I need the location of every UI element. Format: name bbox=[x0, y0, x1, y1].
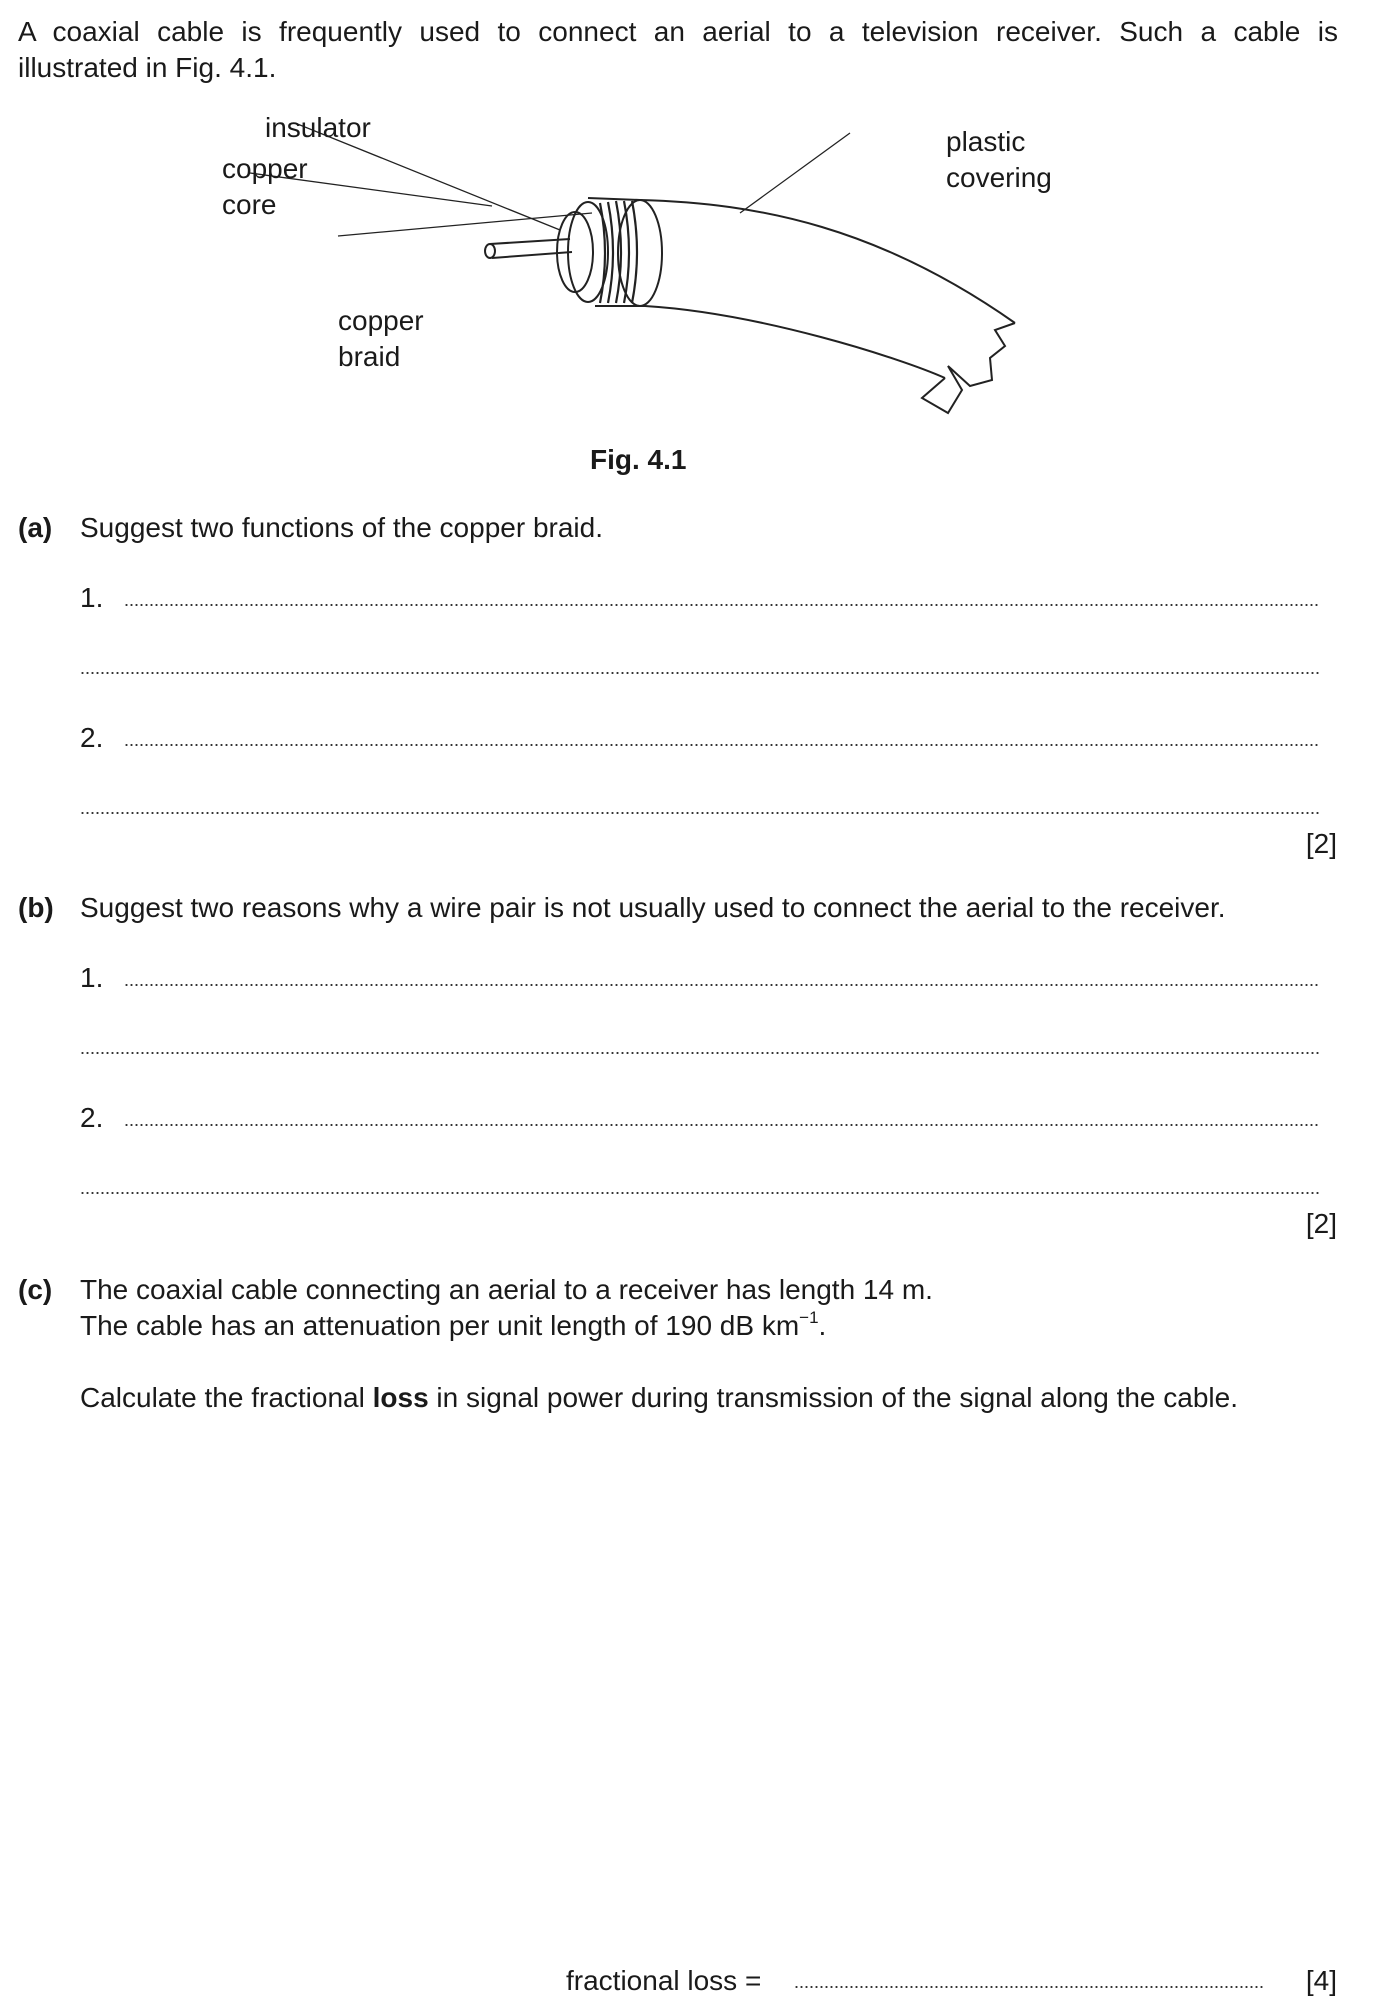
exponent: −1 bbox=[799, 1307, 819, 1327]
label-copper-core-line1: copper bbox=[222, 153, 308, 184]
intro-paragraph bbox=[18, 14, 1338, 86]
label-plastic-covering-line2: covering bbox=[946, 162, 1052, 193]
part-c-instruction: Calculate the fractional loss in signal power during transmission of the signal along the cable. bbox=[80, 1382, 1239, 1413]
part-b-answer-number-2: 2. bbox=[80, 1102, 104, 1133]
part-b-question: Suggest two reasons why a wire pair is not usually used to connect the aerial to the receiver. bbox=[80, 892, 1226, 923]
part-a-answer-line-2b[interactable] bbox=[80, 812, 1320, 814]
fractional-loss-label: fractional loss = bbox=[566, 1965, 762, 1996]
part-b-answer-line-1[interactable] bbox=[124, 984, 1320, 986]
intro-line-1: A coaxial cable is frequently used to connect an aerial to a television receiver. Such a cable is bbox=[18, 16, 1338, 47]
fractional-loss-answer-line[interactable] bbox=[794, 1986, 1264, 1988]
label-copper-braid-line1: copper bbox=[338, 305, 424, 336]
part-a-answer-line-1b[interactable] bbox=[80, 672, 1320, 674]
part-a-answer-line-1[interactable] bbox=[124, 604, 1320, 606]
label-copper-core-line2: core bbox=[222, 189, 277, 220]
part-b-marks: [2] bbox=[1305, 1208, 1337, 1239]
coaxial-cable-figure bbox=[200, 112, 1100, 438]
part-a-question: Suggest two functions of the copper braid. bbox=[80, 512, 603, 543]
part-a-answer-number-2: 2. bbox=[80, 722, 104, 753]
part-c-label: (c) bbox=[18, 1274, 53, 1305]
part-c-line-1: The coaxial cable connecting an aerial to a receiver has length 14 m. bbox=[80, 1274, 933, 1305]
part-c-line-2: The cable has an attenuation per unit length of 190 dB $km^{-1}$. bbox=[80, 1307, 827, 1341]
part-b-answer-line-2[interactable] bbox=[124, 1124, 1320, 1126]
label-copper-braid-line2: braid bbox=[338, 341, 401, 372]
intro-line-2: illustrated in Fig. 4.1. bbox=[18, 52, 277, 83]
part-a-label: (a) bbox=[18, 512, 53, 543]
part-a-answer-number-1: 1. bbox=[80, 582, 104, 613]
bold-loss: loss bbox=[372, 1382, 429, 1413]
part-c-marks: [4] bbox=[1305, 1965, 1337, 1996]
label-insulator: insulator bbox=[265, 112, 371, 143]
label-plastic-covering-line1: plastic bbox=[946, 126, 1026, 157]
part-a-marks: [2] bbox=[1305, 828, 1337, 859]
part-a-answer-line-2[interactable] bbox=[124, 744, 1320, 746]
part-b-label: (b) bbox=[18, 892, 54, 923]
figure-caption: Fig. 4.1 bbox=[590, 444, 687, 475]
part-b-answer-line-2b[interactable] bbox=[80, 1192, 1320, 1194]
part-b-answer-number-1: 1. bbox=[80, 962, 104, 993]
part-b-answer-line-1b[interactable] bbox=[80, 1052, 1320, 1054]
